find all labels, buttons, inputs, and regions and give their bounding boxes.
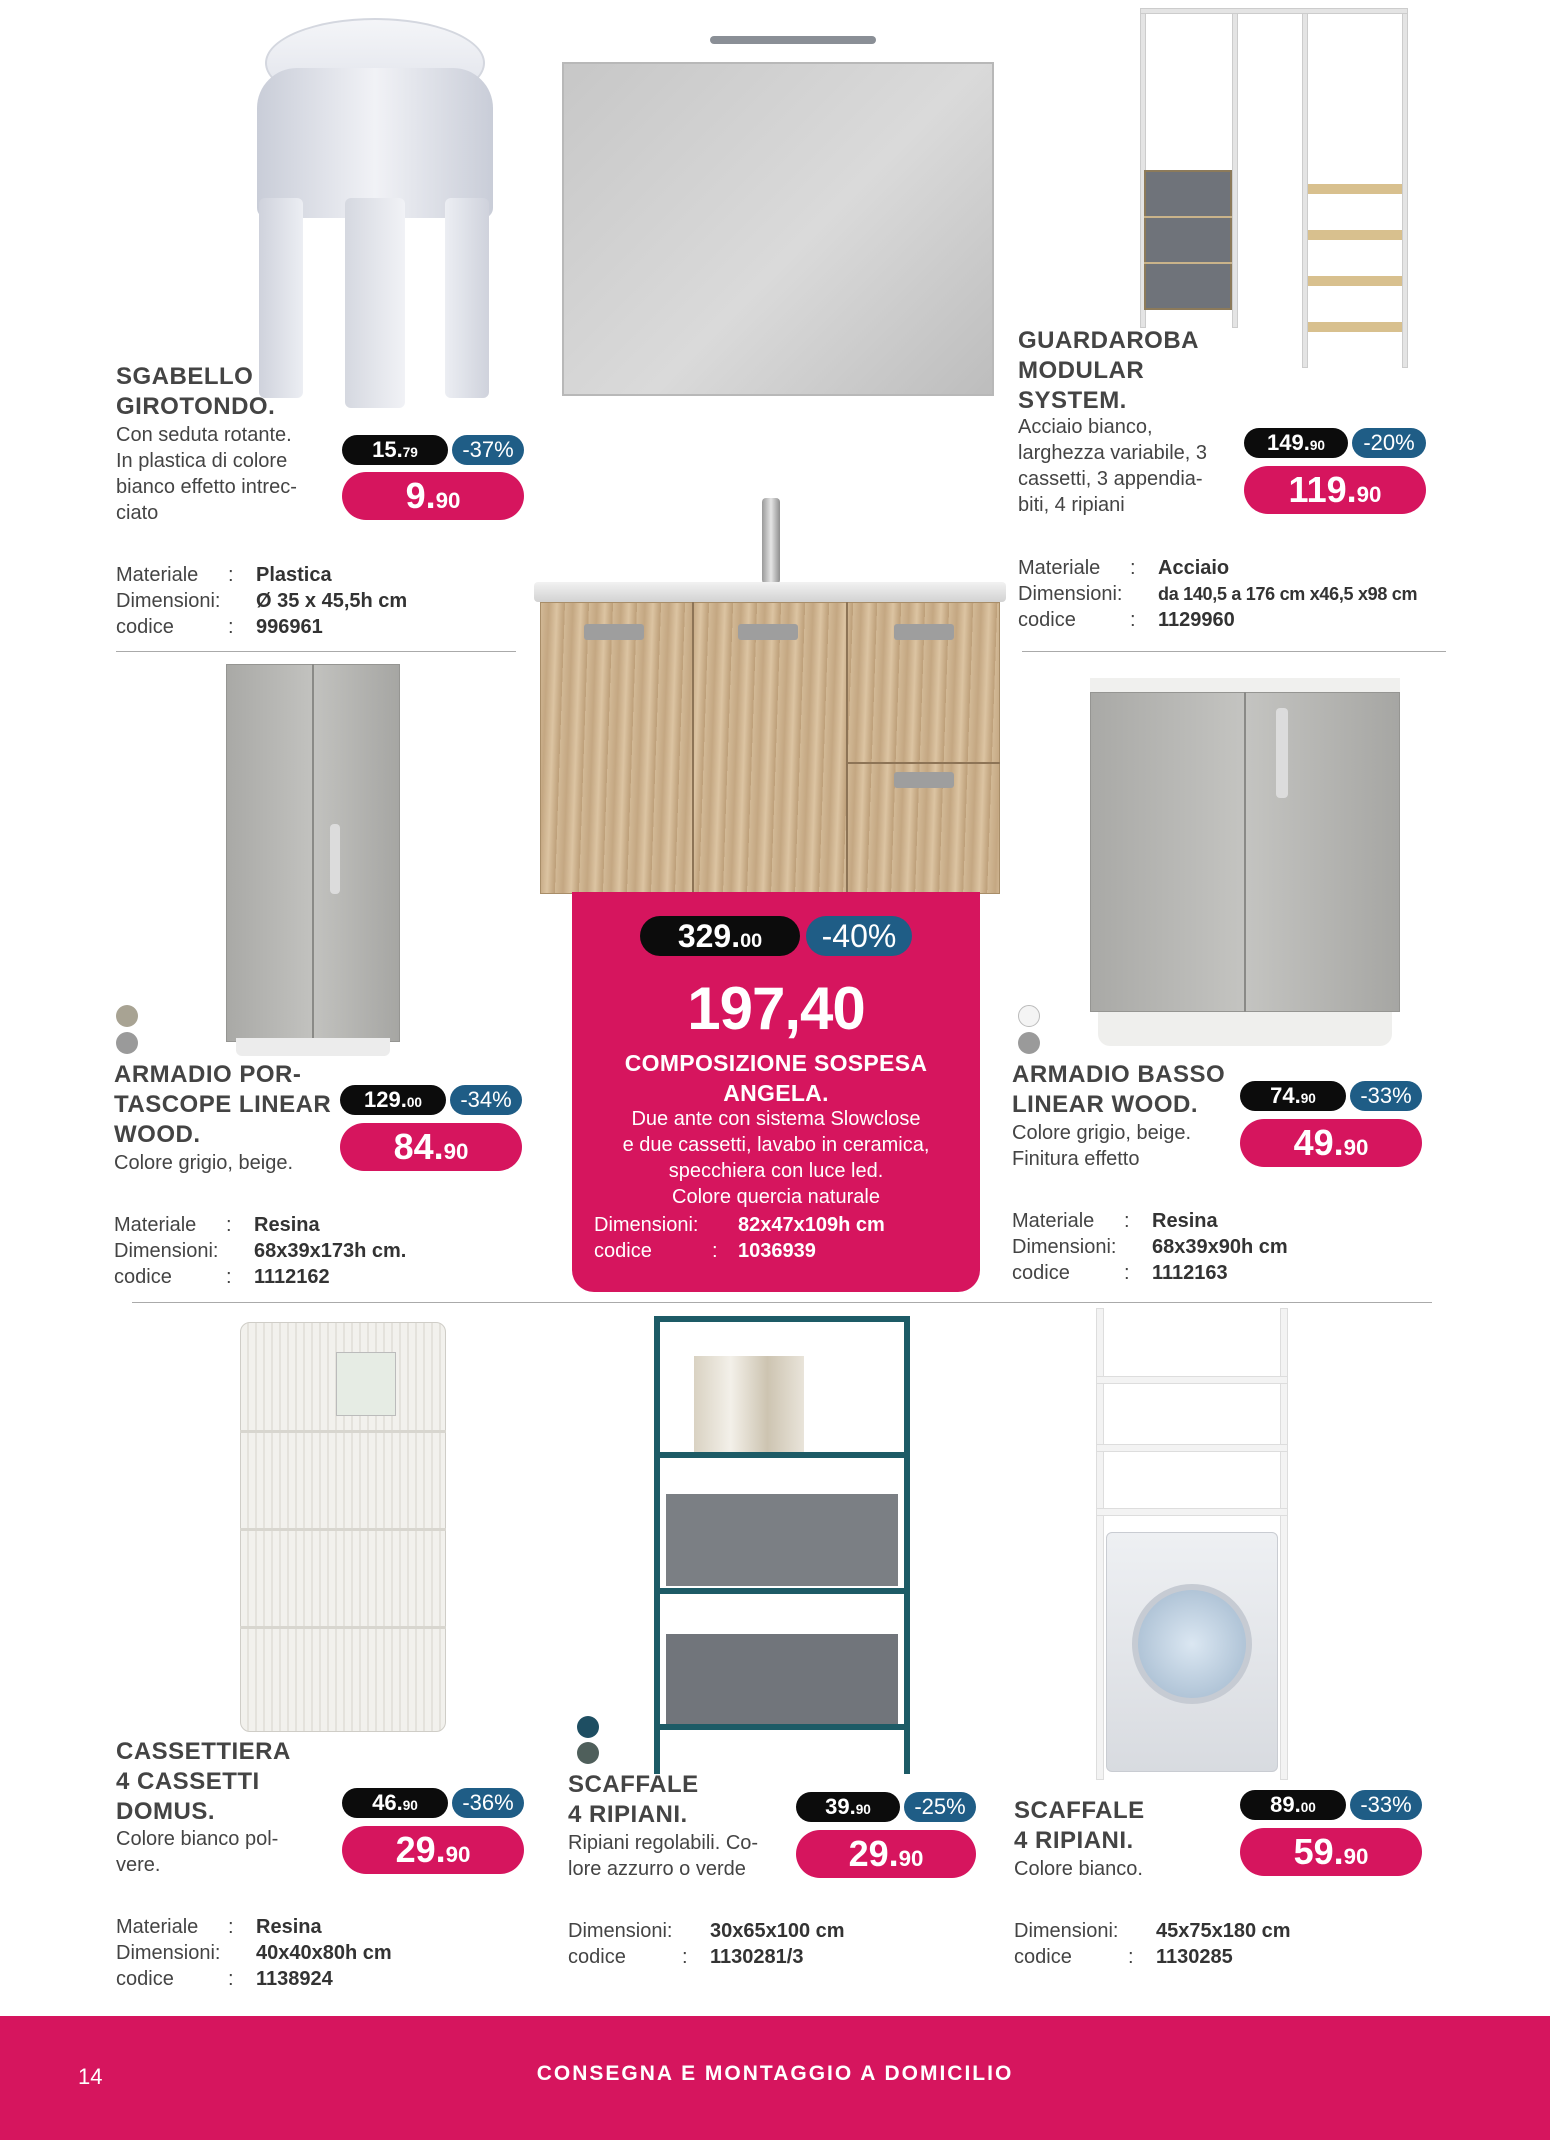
sgabello-discount-badge: -37% (452, 435, 524, 465)
color-swatch-beige (116, 1005, 138, 1027)
scaffale-bianco-specs: Dimensioni: 45x75x180 cm codice : 1130285 (1014, 1920, 1291, 1968)
scaffale-bianco-new-price: 59.90 (1240, 1828, 1422, 1876)
armadio-basso-title: ARMADIO BASSO LINEAR WOOD. (1012, 1061, 1226, 1118)
composizione-specs: Dimensioni: 82x47x109h cm codice : 1036939 (594, 1214, 885, 1262)
scaffale-bianco-description: Colore bianco. (1014, 1858, 1143, 1880)
low-cabinet-image (1090, 678, 1400, 1050)
scaffale-bianco-title: SCAFFALE 4 RIPIANI. (1014, 1797, 1145, 1854)
armadio-basso-discount-badge: -33% (1350, 1081, 1422, 1111)
scaffale-4-old-price: 39.90 (796, 1792, 900, 1822)
guardaroba-description: Acciaio bianco, larghezza variabile, 3 cassetti, 3 appendia- biti, 4 ripiani (1018, 416, 1207, 516)
composizione-discount-badge: -40% (806, 916, 912, 956)
composizione-description: Due ante con sistema Slowclose e due cassetti, lavabo in ceramica, specchiera con luce led. Colore quercia naturale (622, 1108, 930, 1208)
divider (1022, 651, 1446, 652)
sgabello-title: SGABELLO GIROTONDO. (116, 363, 276, 420)
divider (116, 651, 516, 652)
guardaroba-new-price: 119.90 (1244, 466, 1426, 514)
wardrobe-image (1136, 4, 1412, 374)
color-swatch-teal (577, 1716, 599, 1738)
color-swatch-green (577, 1742, 599, 1764)
composizione-title: COMPOSIZIONE SOSPESA ANGELA. (624, 1050, 928, 1106)
armadio-alto-new-price: 84.90 (340, 1123, 522, 1171)
composizione-new-price: 197,40 (687, 975, 865, 1042)
cassettiera-discount-badge: -36% (452, 1788, 524, 1818)
scaffale-bianco-old-price: 89.00 (1240, 1790, 1346, 1820)
color-swatch-light (1018, 1005, 1040, 1027)
cassettiera-new-price: 29.90 (342, 1826, 524, 1874)
footer-bar (0, 2016, 1550, 2140)
scaffale-4-description: Ripiani regolabili. Co- lore azzurro o verde (568, 1832, 759, 1880)
sgabello-description: Con seduta rotante. In plastica di colore bianco effetto intrec- ciato (116, 424, 297, 524)
cassettiera-old-price: 46.90 (342, 1788, 448, 1818)
footer-slogan: CONSEGNA E MONTAGGIO A DOMICILIO (536, 2062, 1014, 2085)
sgabello-old-price: 15.79 (342, 435, 448, 465)
washer-shelf-image (1092, 1308, 1292, 1780)
scaffale-4-title: SCAFFALE 4 RIPIANI. (568, 1771, 699, 1828)
metal-shelf-image (654, 1316, 910, 1774)
vanity-image (534, 498, 1006, 894)
mirror-image (562, 36, 994, 398)
color-swatch-grey (1018, 1032, 1040, 1054)
armadio-alto-old-price: 129.00 (340, 1085, 446, 1115)
armadio-alto-specs: Materiale : Resina Dimensioni: 68x39x173h cm. codice : 1112162 (114, 1214, 407, 1288)
composizione-panel (572, 892, 980, 1292)
cassettiera-title: CASSETTIERA 4 CASSETTI DOMUS. (116, 1738, 291, 1825)
armadio-alto-description: Colore grigio, beige. (114, 1152, 293, 1174)
sgabello-new-price: 9.90 (342, 472, 524, 520)
guardaroba-title: GUARDAROBA MODULAR SYSTEM. (1018, 327, 1199, 414)
armadio-alto-title: ARMADIO POR- TASCOPE LINEAR WOOD. (114, 1061, 332, 1148)
scaffale-4-discount-badge: -25% (904, 1792, 976, 1822)
armadio-basso-specs: Materiale : Resina Dimensioni: 68x39x90h cm codice : 1112163 (1012, 1210, 1288, 1284)
cassettiera-specs: Materiale : Resina Dimensioni: 40x40x80h cm codice : 1138924 (116, 1916, 392, 1990)
composizione-old-price: 329.00 (640, 916, 800, 956)
cassettiera-description: Colore bianco pol- vere. (116, 1828, 279, 1876)
guardaroba-specs: Materiale : Acciaio Dimensioni: da 140,5 a 176 cm x46,5 x98 cm codice : 1129960 (1018, 557, 1418, 631)
armadio-basso-description: Colore grigio, beige. Finitura effetto (1012, 1122, 1191, 1170)
color-swatch-grey (116, 1032, 138, 1054)
sgabello-specs: Materiale : Plastica Dimensioni: Ø 35 x 45,5h cm codice : 996961 (116, 564, 408, 638)
armadio-alto-discount-badge: -34% (450, 1085, 522, 1115)
guardaroba-discount-badge: -20% (1352, 428, 1426, 458)
tall-cabinet-image (226, 664, 400, 1060)
stool-image (245, 18, 505, 408)
scaffale-4-new-price: 29.90 (796, 1830, 976, 1878)
armadio-basso-new-price: 49.90 (1240, 1119, 1422, 1167)
armadio-basso-old-price: 74.90 (1240, 1081, 1346, 1111)
page-number: 14 (78, 2064, 103, 2089)
scaffale-4-specs: Dimensioni: 30x65x100 cm codice : 1130281/3 (568, 1920, 845, 1968)
drawer-unit-image (240, 1322, 446, 1732)
divider (132, 1302, 1432, 1303)
scaffale-bianco-discount-badge: -33% (1350, 1790, 1422, 1820)
guardaroba-old-price: 149.90 (1244, 428, 1348, 458)
